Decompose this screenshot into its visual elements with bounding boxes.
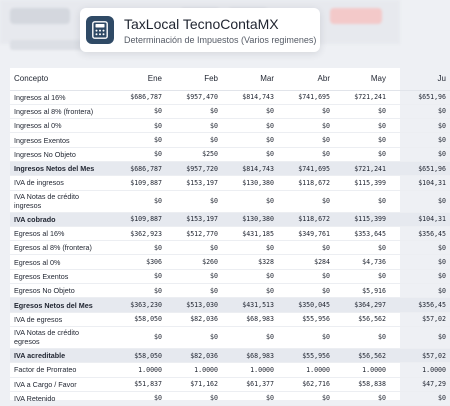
- row-label: Ingresos Exentos: [10, 133, 110, 147]
- row-value: $0: [110, 133, 166, 147]
- row-value: $130,380: [222, 176, 278, 190]
- row-value: 1.0000: [110, 363, 166, 377]
- row-value: $0: [166, 326, 222, 348]
- row-label: Ingresos No Objeto: [10, 147, 110, 161]
- row-value: $362,923: [110, 226, 166, 240]
- row-value: $57,02: [390, 312, 450, 326]
- row-label: Egresos Exentos: [10, 269, 110, 283]
- row-value: $651,96: [390, 90, 450, 104]
- row-label: IVA Retenido: [10, 391, 110, 405]
- column-header-concepto: Concepto: [10, 68, 110, 90]
- table-row: [10, 226, 450, 240]
- row-label: IVA a Cargo / Favor: [10, 377, 110, 391]
- table-row: [10, 312, 450, 326]
- table-row: [10, 190, 450, 212]
- row-value: $0: [390, 119, 450, 133]
- table-row: [10, 104, 450, 118]
- row-value: $260: [166, 255, 222, 269]
- background-control: [330, 8, 382, 24]
- row-value: $250: [166, 147, 222, 161]
- row-value: $0: [110, 326, 166, 348]
- row-value: $0: [222, 119, 278, 133]
- row-value: $118,672: [278, 176, 334, 190]
- row-value: $0: [334, 190, 390, 212]
- row-value: $82,036: [166, 312, 222, 326]
- row-value: $349,761: [278, 226, 334, 240]
- table-row: [10, 241, 450, 255]
- row-value: $686,787: [110, 90, 166, 104]
- table-row: [10, 348, 450, 362]
- row-value: $0: [334, 391, 390, 405]
- row-label: IVA cobrado: [10, 212, 110, 226]
- row-value: $47,29: [390, 377, 450, 391]
- table-row: [10, 161, 450, 175]
- row-value: $0: [222, 147, 278, 161]
- row-value: $62,716: [278, 377, 334, 391]
- row-label: Ingresos al 8% (frontera): [10, 104, 110, 118]
- row-value: $0: [278, 269, 334, 283]
- row-value: 1.0000: [390, 363, 450, 377]
- row-value: $0: [110, 284, 166, 298]
- row-label: IVA Notas de crédito egresos: [10, 326, 110, 348]
- row-value: $0: [166, 284, 222, 298]
- row-value: $364,297: [334, 298, 390, 312]
- table-row: [10, 284, 450, 298]
- row-value: $153,197: [166, 212, 222, 226]
- row-value: $0: [390, 255, 450, 269]
- row-value: $0: [222, 190, 278, 212]
- row-value: $0: [390, 104, 450, 118]
- row-value: $0: [222, 284, 278, 298]
- row-value: $0: [278, 190, 334, 212]
- row-value: $741,695: [278, 161, 334, 175]
- table-row: [10, 147, 450, 161]
- table-header-row: [10, 68, 450, 90]
- row-value: $57,02: [390, 348, 450, 362]
- table-row: [10, 90, 450, 104]
- row-value: $58,050: [110, 348, 166, 362]
- table-row: [10, 176, 450, 190]
- row-value: $68,983: [222, 348, 278, 362]
- row-value: $104,31: [390, 212, 450, 226]
- row-value: $0: [390, 269, 450, 283]
- row-value: $363,230: [110, 298, 166, 312]
- row-value: $0: [166, 241, 222, 255]
- row-value: $109,887: [110, 176, 166, 190]
- row-label: Factor de Prorrateo: [10, 363, 110, 377]
- column-header-month: Ju: [390, 68, 450, 90]
- row-value: $0: [222, 391, 278, 405]
- row-value: $0: [166, 133, 222, 147]
- row-value: 1.0000: [334, 363, 390, 377]
- row-value: $0: [222, 269, 278, 283]
- row-value: 1.0000: [222, 363, 278, 377]
- row-value: $356,45: [390, 298, 450, 312]
- row-value: $0: [166, 391, 222, 405]
- table-row: [10, 391, 450, 405]
- row-value: $0: [278, 284, 334, 298]
- row-value: $55,956: [278, 312, 334, 326]
- row-value: $0: [166, 269, 222, 283]
- row-value: $0: [334, 133, 390, 147]
- row-value: $513,030: [166, 298, 222, 312]
- column-header-month: Mar: [222, 68, 278, 90]
- row-value: $104,31: [390, 176, 450, 190]
- row-value: $721,241: [334, 90, 390, 104]
- row-value: $814,743: [222, 161, 278, 175]
- row-value: $0: [110, 391, 166, 405]
- row-value: $0: [222, 133, 278, 147]
- row-value: $957,720: [166, 161, 222, 175]
- row-label: Egresos Netos del Mes: [10, 298, 110, 312]
- column-header-month: Ene: [110, 68, 166, 90]
- row-value: $56,562: [334, 348, 390, 362]
- row-value: $56,562: [334, 312, 390, 326]
- app-header-card: [80, 8, 320, 52]
- row-label: Ingresos al 16%: [10, 90, 110, 104]
- row-value: $328: [222, 255, 278, 269]
- row-value: $68,983: [222, 312, 278, 326]
- row-value: $356,45: [390, 226, 450, 240]
- tax-table: [10, 68, 450, 406]
- row-value: $957,470: [166, 90, 222, 104]
- row-value: $71,162: [166, 377, 222, 391]
- row-value: $0: [110, 119, 166, 133]
- row-value: $431,513: [222, 298, 278, 312]
- row-value: $0: [166, 190, 222, 212]
- row-label: Egresos No Objeto: [10, 284, 110, 298]
- row-value: $0: [390, 284, 450, 298]
- row-value: $0: [390, 391, 450, 405]
- column-header-month: May: [334, 68, 390, 90]
- row-value: $0: [278, 133, 334, 147]
- column-header-month: Feb: [166, 68, 222, 90]
- row-value: $0: [222, 104, 278, 118]
- row-value: $284: [278, 255, 334, 269]
- row-value: $0: [278, 147, 334, 161]
- table-row: [10, 377, 450, 391]
- row-value: $0: [110, 241, 166, 255]
- tax-table-area[interactable]: [10, 68, 446, 403]
- row-value: $0: [222, 326, 278, 348]
- row-value: $0: [278, 326, 334, 348]
- row-value: $0: [278, 391, 334, 405]
- row-value: $306: [110, 255, 166, 269]
- row-value: $350,045: [278, 298, 334, 312]
- row-label: IVA acreditable: [10, 348, 110, 362]
- row-value: $353,645: [334, 226, 390, 240]
- row-value: $0: [390, 147, 450, 161]
- row-value: $55,956: [278, 348, 334, 362]
- row-label: Egresos al 0%: [10, 255, 110, 269]
- table-row: [10, 255, 450, 269]
- row-label: Ingresos Netos del Mes: [10, 161, 110, 175]
- row-value: $0: [390, 326, 450, 348]
- table-row: [10, 363, 450, 377]
- row-value: $130,380: [222, 212, 278, 226]
- row-value: $0: [222, 241, 278, 255]
- table-row: [10, 212, 450, 226]
- table-row: [10, 133, 450, 147]
- table-row: [10, 298, 450, 312]
- row-value: $0: [334, 326, 390, 348]
- row-label: IVA de ingresos: [10, 176, 110, 190]
- row-value: 1.0000: [278, 363, 334, 377]
- row-value: $5,916: [334, 284, 390, 298]
- row-value: $58,838: [334, 377, 390, 391]
- row-value: $0: [334, 241, 390, 255]
- row-label: IVA de egresos: [10, 312, 110, 326]
- row-value: $115,399: [334, 176, 390, 190]
- row-value: $4,736: [334, 255, 390, 269]
- background-control: [10, 8, 70, 24]
- table-row: [10, 119, 450, 133]
- row-value: $0: [390, 241, 450, 255]
- app-subtitle: Determinación de Impuestos (Varios regimenes): [124, 34, 317, 45]
- row-value: $686,787: [110, 161, 166, 175]
- row-value: $0: [166, 119, 222, 133]
- row-value: $118,672: [278, 212, 334, 226]
- row-value: $0: [390, 133, 450, 147]
- row-value: $721,241: [334, 161, 390, 175]
- row-value: $0: [334, 119, 390, 133]
- row-value: $651,96: [390, 161, 450, 175]
- row-label: Egresos al 8% (frontera): [10, 241, 110, 255]
- row-value: $51,837: [110, 377, 166, 391]
- row-value: $0: [390, 190, 450, 212]
- row-value: $0: [110, 104, 166, 118]
- row-value: $0: [110, 269, 166, 283]
- row-value: $61,377: [222, 377, 278, 391]
- column-header-month: Abr: [278, 68, 334, 90]
- row-value: $0: [166, 104, 222, 118]
- row-value: $0: [334, 104, 390, 118]
- row-label: Ingresos al 0%: [10, 119, 110, 133]
- row-value: $0: [278, 241, 334, 255]
- calculator-icon: [86, 16, 114, 44]
- row-value: $0: [110, 147, 166, 161]
- row-value: $0: [334, 269, 390, 283]
- app-title: TaxLocal TecnoContaMX: [124, 15, 279, 32]
- row-value: $431,185: [222, 226, 278, 240]
- row-value: $741,695: [278, 90, 334, 104]
- row-label: IVA Notas de crédito ingresos: [10, 190, 110, 212]
- row-value: 1.0000: [166, 363, 222, 377]
- row-value: $0: [110, 190, 166, 212]
- row-value: $109,887: [110, 212, 166, 226]
- row-value: $814,743: [222, 90, 278, 104]
- row-value: $0: [278, 104, 334, 118]
- table-row: [10, 326, 450, 348]
- row-value: $58,050: [110, 312, 166, 326]
- row-value: $512,770: [166, 226, 222, 240]
- row-label: Egresos al 16%: [10, 226, 110, 240]
- header-text: [124, 16, 316, 45]
- table-row: [10, 269, 450, 283]
- row-value: $82,036: [166, 348, 222, 362]
- row-value: $153,197: [166, 176, 222, 190]
- row-value: $0: [334, 147, 390, 161]
- row-value: $115,399: [334, 212, 390, 226]
- row-value: $0: [278, 119, 334, 133]
